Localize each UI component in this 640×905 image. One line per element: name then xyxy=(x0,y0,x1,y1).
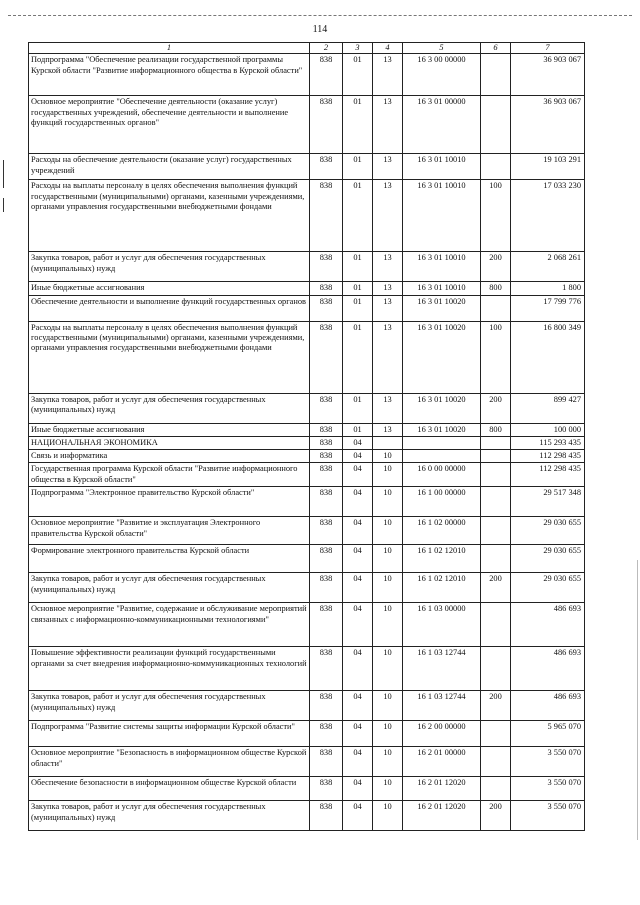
row-amount: 16 800 349 xyxy=(511,321,585,393)
row-name: Основное мероприятие "Развитие, содержание и обслуживание мероприятий связанных с информационно-коммуникационными технологиями" xyxy=(29,603,310,647)
table-row xyxy=(29,463,585,487)
row-name: Закупка товаров, работ и услуг для обеспечения государственных (муниципальных) нужд xyxy=(29,573,310,603)
row-expense-type: 200 xyxy=(481,691,511,721)
row-ved-code: 838 xyxy=(310,545,343,573)
column-header: 2 xyxy=(310,43,343,54)
row-subsection-code: 13 xyxy=(373,180,403,252)
row-ved-code: 838 xyxy=(310,747,343,777)
row-target-article: 16 3 01 10010 xyxy=(403,154,481,180)
row-name: Основное мероприятие "Обеспечение деятельности (оказание услуг) государственных учреждений, обеспечение деятельности и выполнение функций государственных органов" xyxy=(29,96,310,154)
table-row xyxy=(29,321,585,393)
row-expense-type xyxy=(481,647,511,691)
row-name: Расходы на обеспечение деятельности (оказание услуг) государственных учреждений xyxy=(29,154,310,180)
row-section-code: 01 xyxy=(343,295,373,321)
row-ved-code: 838 xyxy=(310,691,343,721)
table-row xyxy=(29,777,585,801)
left-margin-mark xyxy=(3,160,4,188)
table-row xyxy=(29,603,585,647)
row-ved-code: 838 xyxy=(310,436,343,449)
row-expense-type: 200 xyxy=(481,393,511,423)
table-row xyxy=(29,393,585,423)
row-target-article: 16 3 01 10020 xyxy=(403,295,481,321)
row-subsection-code: 10 xyxy=(373,463,403,487)
row-ved-code: 838 xyxy=(310,54,343,96)
row-ved-code: 838 xyxy=(310,487,343,517)
row-target-article: 16 1 02 12010 xyxy=(403,573,481,603)
row-amount: 1 800 xyxy=(511,282,585,295)
row-section-code: 04 xyxy=(343,545,373,573)
row-amount: 19 103 291 xyxy=(511,154,585,180)
row-name: Расходы на выплаты персоналу в целях обеспечения выполнения функций государственными (муниципальными) органами, казенными учреждениями, органами управления государственными внебюджетными фондами xyxy=(29,321,310,393)
row-ved-code: 838 xyxy=(310,517,343,545)
column-number-row xyxy=(29,43,585,54)
row-ved-code: 838 xyxy=(310,321,343,393)
row-subsection-code: 13 xyxy=(373,393,403,423)
table-row xyxy=(29,180,585,252)
left-margin-mark xyxy=(3,198,4,212)
table-row xyxy=(29,282,585,295)
row-target-article: 16 1 03 00000 xyxy=(403,603,481,647)
row-amount: 115 293 435 xyxy=(511,436,585,449)
row-section-code: 04 xyxy=(343,691,373,721)
row-amount: 5 965 070 xyxy=(511,721,585,747)
budget-table xyxy=(28,42,585,831)
row-subsection-code: 10 xyxy=(373,450,403,463)
row-target-article xyxy=(403,436,481,449)
row-section-code: 01 xyxy=(343,96,373,154)
row-section-code: 04 xyxy=(343,463,373,487)
row-subsection-code: 10 xyxy=(373,487,403,517)
row-amount: 100 000 xyxy=(511,423,585,436)
row-name: Повышение эффективности реализации функций государственными органами за счет внедрения информационно-коммуникационных технологий xyxy=(29,647,310,691)
column-header: 6 xyxy=(481,43,511,54)
column-header: 4 xyxy=(373,43,403,54)
row-amount: 112 298 435 xyxy=(511,463,585,487)
row-expense-type xyxy=(481,517,511,545)
row-target-article: 16 3 01 00000 xyxy=(403,96,481,154)
row-amount: 29 517 348 xyxy=(511,487,585,517)
table-row xyxy=(29,487,585,517)
row-amount: 486 693 xyxy=(511,647,585,691)
row-amount: 486 693 xyxy=(511,603,585,647)
row-expense-type xyxy=(481,463,511,487)
table-row xyxy=(29,96,585,154)
row-amount: 36 903 067 xyxy=(511,54,585,96)
row-expense-type xyxy=(481,96,511,154)
column-header: 5 xyxy=(403,43,481,54)
row-amount: 36 903 067 xyxy=(511,96,585,154)
row-subsection-code: 10 xyxy=(373,545,403,573)
column-header: 3 xyxy=(343,43,373,54)
row-section-code: 01 xyxy=(343,393,373,423)
page-number: 114 xyxy=(312,24,328,35)
row-name: Закупка товаров, работ и услуг для обеспечения государственных (муниципальных) нужд xyxy=(29,252,310,282)
row-name: Основное мероприятие "Развитие и эксплуатация Электронного правительства Курской области" xyxy=(29,517,310,545)
column-header: 1 xyxy=(29,43,310,54)
row-amount: 3 550 070 xyxy=(511,747,585,777)
row-subsection-code: 10 xyxy=(373,691,403,721)
row-expense-type: 200 xyxy=(481,573,511,603)
row-section-code: 04 xyxy=(343,603,373,647)
row-name: Формирование электронного правительства Курской области xyxy=(29,545,310,573)
row-target-article: 16 1 03 12744 xyxy=(403,691,481,721)
row-ved-code: 838 xyxy=(310,801,343,831)
row-target-article: 16 2 01 12020 xyxy=(403,777,481,801)
row-amount: 29 030 655 xyxy=(511,545,585,573)
row-expense-type xyxy=(481,603,511,647)
row-target-article: 16 3 01 10010 xyxy=(403,180,481,252)
row-expense-type: 800 xyxy=(481,282,511,295)
row-subsection-code: 13 xyxy=(373,321,403,393)
table-row xyxy=(29,423,585,436)
row-ved-code: 838 xyxy=(310,96,343,154)
row-ved-code: 838 xyxy=(310,603,343,647)
row-target-article: 16 1 02 00000 xyxy=(403,517,481,545)
row-name: Основное мероприятие "Безопасность в информационном обществе Курской области" xyxy=(29,747,310,777)
row-subsection-code: 10 xyxy=(373,747,403,777)
row-subsection-code: 10 xyxy=(373,647,403,691)
row-expense-type xyxy=(481,777,511,801)
row-expense-type xyxy=(481,747,511,777)
row-subsection-code: 13 xyxy=(373,295,403,321)
table-row xyxy=(29,747,585,777)
row-name: Государственная программа Курской области "Развитие информационного общества в Курской области" xyxy=(29,463,310,487)
top-scan-line xyxy=(8,15,632,16)
row-amount: 3 550 070 xyxy=(511,801,585,831)
table-row xyxy=(29,573,585,603)
row-amount: 899 427 xyxy=(511,393,585,423)
row-target-article: 16 1 03 12744 xyxy=(403,647,481,691)
row-name: Подпрограмма "Обеспечение реализации государственной программы Курской области "Развитие информационного общества в Курской области" xyxy=(29,54,310,96)
row-section-code: 01 xyxy=(343,252,373,282)
row-target-article: 16 3 01 10010 xyxy=(403,282,481,295)
row-section-code: 01 xyxy=(343,154,373,180)
row-ved-code: 838 xyxy=(310,393,343,423)
row-target-article: 16 3 01 10020 xyxy=(403,393,481,423)
row-section-code: 04 xyxy=(343,801,373,831)
row-ved-code: 838 xyxy=(310,450,343,463)
row-subsection-code: 13 xyxy=(373,54,403,96)
row-section-code: 04 xyxy=(343,436,373,449)
table-row xyxy=(29,545,585,573)
row-target-article: 16 3 01 10020 xyxy=(403,423,481,436)
row-expense-type xyxy=(481,545,511,573)
row-amount: 486 693 xyxy=(511,691,585,721)
row-ved-code: 838 xyxy=(310,573,343,603)
row-target-article xyxy=(403,450,481,463)
row-name: Обеспечение деятельности и выполнение функций государственных органов xyxy=(29,295,310,321)
row-name: Подпрограмма "Электронное правительство Курской области" xyxy=(29,487,310,517)
row-section-code: 01 xyxy=(343,54,373,96)
right-scan-edge xyxy=(637,560,638,840)
row-subsection-code: 13 xyxy=(373,96,403,154)
row-name: Обеспечение безопасности в информационном обществе Курской области xyxy=(29,777,310,801)
row-expense-type xyxy=(481,54,511,96)
row-ved-code: 838 xyxy=(310,180,343,252)
row-target-article: 16 2 01 12020 xyxy=(403,801,481,831)
row-ved-code: 838 xyxy=(310,777,343,801)
row-ved-code: 838 xyxy=(310,423,343,436)
row-amount: 17 799 776 xyxy=(511,295,585,321)
row-target-article: 16 2 00 00000 xyxy=(403,721,481,747)
row-expense-type: 200 xyxy=(481,801,511,831)
table-row xyxy=(29,647,585,691)
row-section-code: 04 xyxy=(343,647,373,691)
row-expense-type xyxy=(481,487,511,517)
row-expense-type: 100 xyxy=(481,321,511,393)
table-row xyxy=(29,721,585,747)
row-subsection-code: 13 xyxy=(373,252,403,282)
row-amount: 29 030 655 xyxy=(511,573,585,603)
table-row xyxy=(29,252,585,282)
row-subsection-code: 10 xyxy=(373,603,403,647)
row-ved-code: 838 xyxy=(310,295,343,321)
row-expense-type: 200 xyxy=(481,252,511,282)
row-expense-type xyxy=(481,450,511,463)
row-target-article: 16 1 00 00000 xyxy=(403,487,481,517)
row-subsection-code: 10 xyxy=(373,721,403,747)
row-amount: 17 033 230 xyxy=(511,180,585,252)
table-row xyxy=(29,801,585,831)
row-target-article: 16 3 01 10020 xyxy=(403,321,481,393)
row-name: Связь и информатика xyxy=(29,450,310,463)
row-subsection-code: 13 xyxy=(373,282,403,295)
table-row xyxy=(29,295,585,321)
row-section-code: 01 xyxy=(343,321,373,393)
row-expense-type xyxy=(481,436,511,449)
row-subsection-code: 10 xyxy=(373,777,403,801)
row-target-article: 16 3 01 10010 xyxy=(403,252,481,282)
row-ved-code: 838 xyxy=(310,721,343,747)
row-subsection-code: 13 xyxy=(373,154,403,180)
table-row xyxy=(29,54,585,96)
row-section-code: 04 xyxy=(343,450,373,463)
row-name: Иные бюджетные ассигнования xyxy=(29,423,310,436)
row-section-code: 04 xyxy=(343,721,373,747)
row-section-code: 04 xyxy=(343,487,373,517)
row-amount: 2 068 261 xyxy=(511,252,585,282)
row-section-code: 04 xyxy=(343,573,373,603)
row-amount: 112 298 435 xyxy=(511,450,585,463)
row-section-code: 04 xyxy=(343,517,373,545)
row-subsection-code: 10 xyxy=(373,517,403,545)
table-row xyxy=(29,450,585,463)
table-row xyxy=(29,691,585,721)
row-name: Закупка товаров, работ и услуг для обеспечения государственных (муниципальных) нужд xyxy=(29,393,310,423)
row-target-article: 16 3 00 00000 xyxy=(403,54,481,96)
row-subsection-code: 10 xyxy=(373,573,403,603)
row-subsection-code: 13 xyxy=(373,423,403,436)
row-section-code: 01 xyxy=(343,423,373,436)
row-section-code: 04 xyxy=(343,777,373,801)
row-expense-type xyxy=(481,154,511,180)
row-ved-code: 838 xyxy=(310,647,343,691)
column-header: 7 xyxy=(511,43,585,54)
row-section-code: 01 xyxy=(343,180,373,252)
row-name: Подпрограмма "Развитие системы защиты информации Курской области" xyxy=(29,721,310,747)
row-ved-code: 838 xyxy=(310,282,343,295)
row-ved-code: 838 xyxy=(310,463,343,487)
row-expense-type: 800 xyxy=(481,423,511,436)
row-ved-code: 838 xyxy=(310,252,343,282)
row-name: Закупка товаров, работ и услуг для обеспечения государственных (муниципальных) нужд xyxy=(29,691,310,721)
row-expense-type xyxy=(481,295,511,321)
row-subsection-code: 10 xyxy=(373,801,403,831)
row-name: НАЦИОНАЛЬНАЯ ЭКОНОМИКА xyxy=(29,436,310,449)
row-section-code: 01 xyxy=(343,282,373,295)
row-name: Расходы на выплаты персоналу в целях обеспечения выполнения функций государственными (муниципальными) органами, казенными учреждениями, органами управления государственными внебюджетными фондами xyxy=(29,180,310,252)
table-row xyxy=(29,154,585,180)
row-amount: 29 030 655 xyxy=(511,517,585,545)
row-expense-type xyxy=(481,721,511,747)
table-row xyxy=(29,517,585,545)
row-target-article: 16 0 00 00000 xyxy=(403,463,481,487)
row-target-article: 16 1 02 12010 xyxy=(403,545,481,573)
row-name: Закупка товаров, работ и услуг для обеспечения государственных (муниципальных) нужд xyxy=(29,801,310,831)
row-expense-type: 100 xyxy=(481,180,511,252)
row-target-article: 16 2 01 00000 xyxy=(403,747,481,777)
row-amount: 3 550 070 xyxy=(511,777,585,801)
row-subsection-code xyxy=(373,436,403,449)
row-section-code: 04 xyxy=(343,747,373,777)
row-name: Иные бюджетные ассигнования xyxy=(29,282,310,295)
row-ved-code: 838 xyxy=(310,154,343,180)
table-row xyxy=(29,436,585,449)
